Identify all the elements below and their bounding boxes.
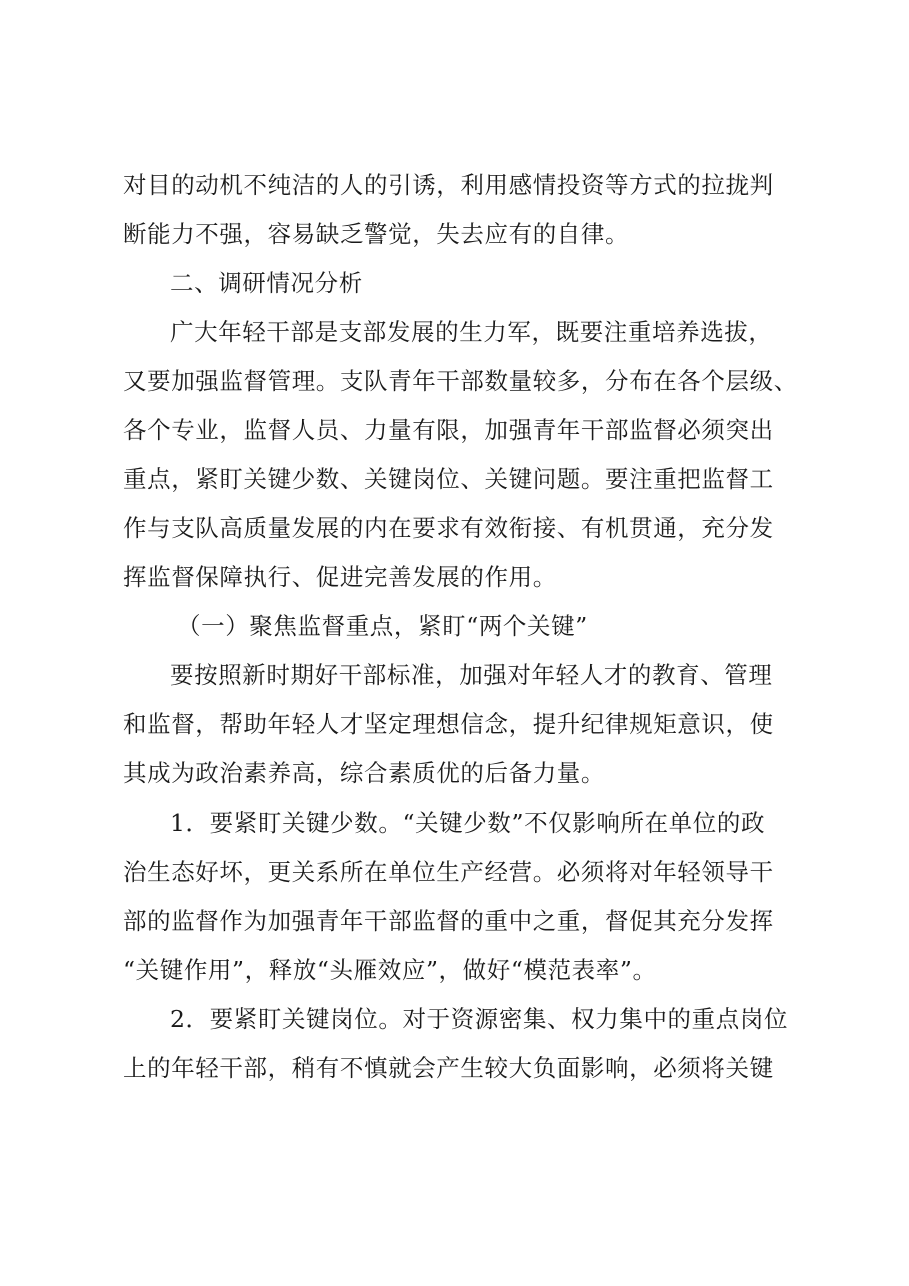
body-line: 对目的动机不纯洁的人的引诱，利用感情投资等方式的拉拢判 [123, 171, 774, 199]
body-line: 要按照新时期好干部标准，加强对年轻人才的教育、管理 [170, 661, 773, 689]
body-line: 治生态好坏，更关系所在单位生产经营。必须将对年轻领导干 [123, 858, 774, 886]
body-line: 2．要紧盯关键岗位。对于资源密集、权力集中的重点岗位 [170, 1005, 789, 1033]
body-line: 各个专业，监督人员、力量有限，加强青年干部监督必须突出 [123, 416, 774, 444]
body-line: 广大年轻干部是支部发展的生力军，既要注重培养选拔， [170, 318, 773, 346]
body-line: 挥监督保障执行、促进完善发展的作用。 [123, 563, 557, 591]
body-line: 和监督，帮助年轻人才坚定理想信念，提升纪律规矩意识，使 [123, 710, 774, 738]
body-line: 1．要紧盯关键少数。“关键少数”不仅影响所在单位的政 [170, 809, 766, 837]
subsection-heading: （一）聚焦监督重点，紧盯“两个关键” [177, 612, 588, 640]
body-line: “关键作用”，释放“头雁效应”，做好“模范表率”。 [123, 956, 657, 984]
body-line: 又要加强监督管理。支队青年干部数量较多，分布在各个层级、 [123, 367, 798, 395]
section-heading: 二、调研情况分析 [170, 269, 363, 297]
body-line: 部的监督作为加强青年干部监督的重中之重，督促其充分发挥 [123, 907, 774, 935]
body-line: 上的年轻干部，稍有不慎就会产生较大负面影响，必须将关键 [123, 1054, 774, 1082]
body-line: 作与支队高质量发展的内在要求有效衔接、有机贯通，充分发 [123, 514, 774, 542]
body-line: 重点，紧盯关键少数、关键岗位、关键问题。要注重把监督工 [123, 465, 774, 493]
body-line: 其成为政治素养高，综合素质优的后备力量。 [123, 759, 605, 787]
body-line: 断能力不强，容易缺乏警觉，失去应有的自律。 [123, 220, 630, 248]
